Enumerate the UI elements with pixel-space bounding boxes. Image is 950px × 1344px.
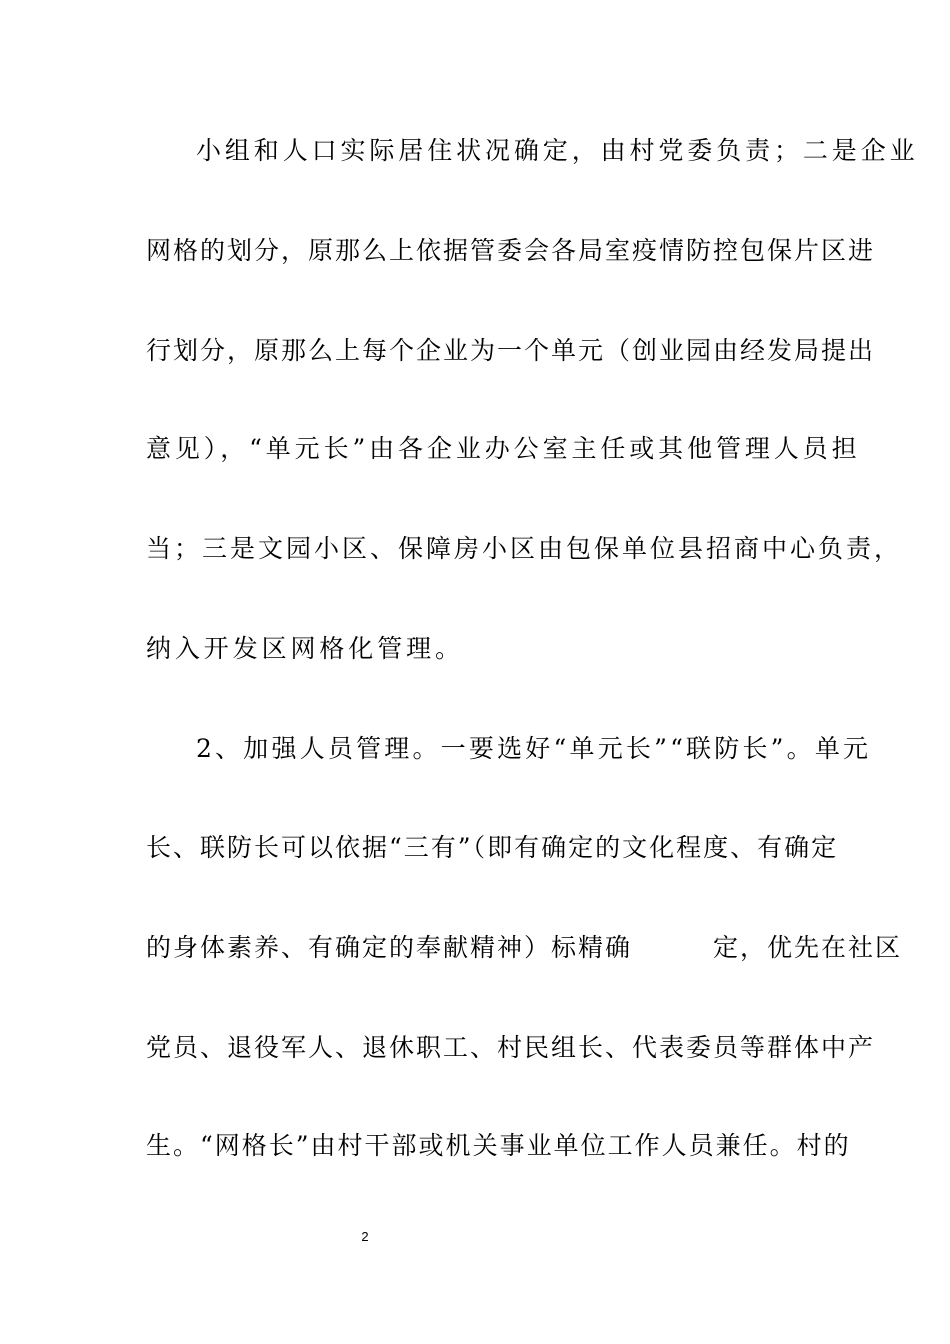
paragraph-line: 小组和人口实际居住状况确定，由村党委负责；二是企业 [196, 136, 919, 165]
paragraph-line: 纳入开发区网格化管理。 [146, 634, 464, 663]
page-number: 2 [361, 1229, 369, 1244]
paragraph-line: 网格的划分，原那么上依据管委会各局室疫情防控包保片区进 [146, 236, 876, 265]
paragraph-line: 的身体素养、有确定的奉献精神）标精确 定，优先在社区 [146, 933, 903, 962]
paragraph-line: 意见），“单元长”由各企业办公室主任或其他管理人员担 [146, 434, 861, 463]
paragraph-line: 2、加强人员管理。一要选好“单元长”“联防长”。单元 [196, 734, 872, 763]
paragraph-line: 生。“网格长”由村干部或机关事业单位工作人员兼任。村的 [146, 1131, 851, 1160]
paragraph-line: 当；三是文园小区、保障房小区由包保单位县招商中心负责， [146, 534, 903, 563]
paragraph-line: 长、联防长可以依据“三有”（即有确定的文化程度、有确定 [146, 833, 839, 862]
paragraph-line: 行划分，原那么上每个企业为一个单元（创业园由经发局提出 [146, 336, 876, 365]
paragraph-line: 党员、退役军人、退休职工、村民组长、代表委员等群体中产 [146, 1033, 876, 1062]
